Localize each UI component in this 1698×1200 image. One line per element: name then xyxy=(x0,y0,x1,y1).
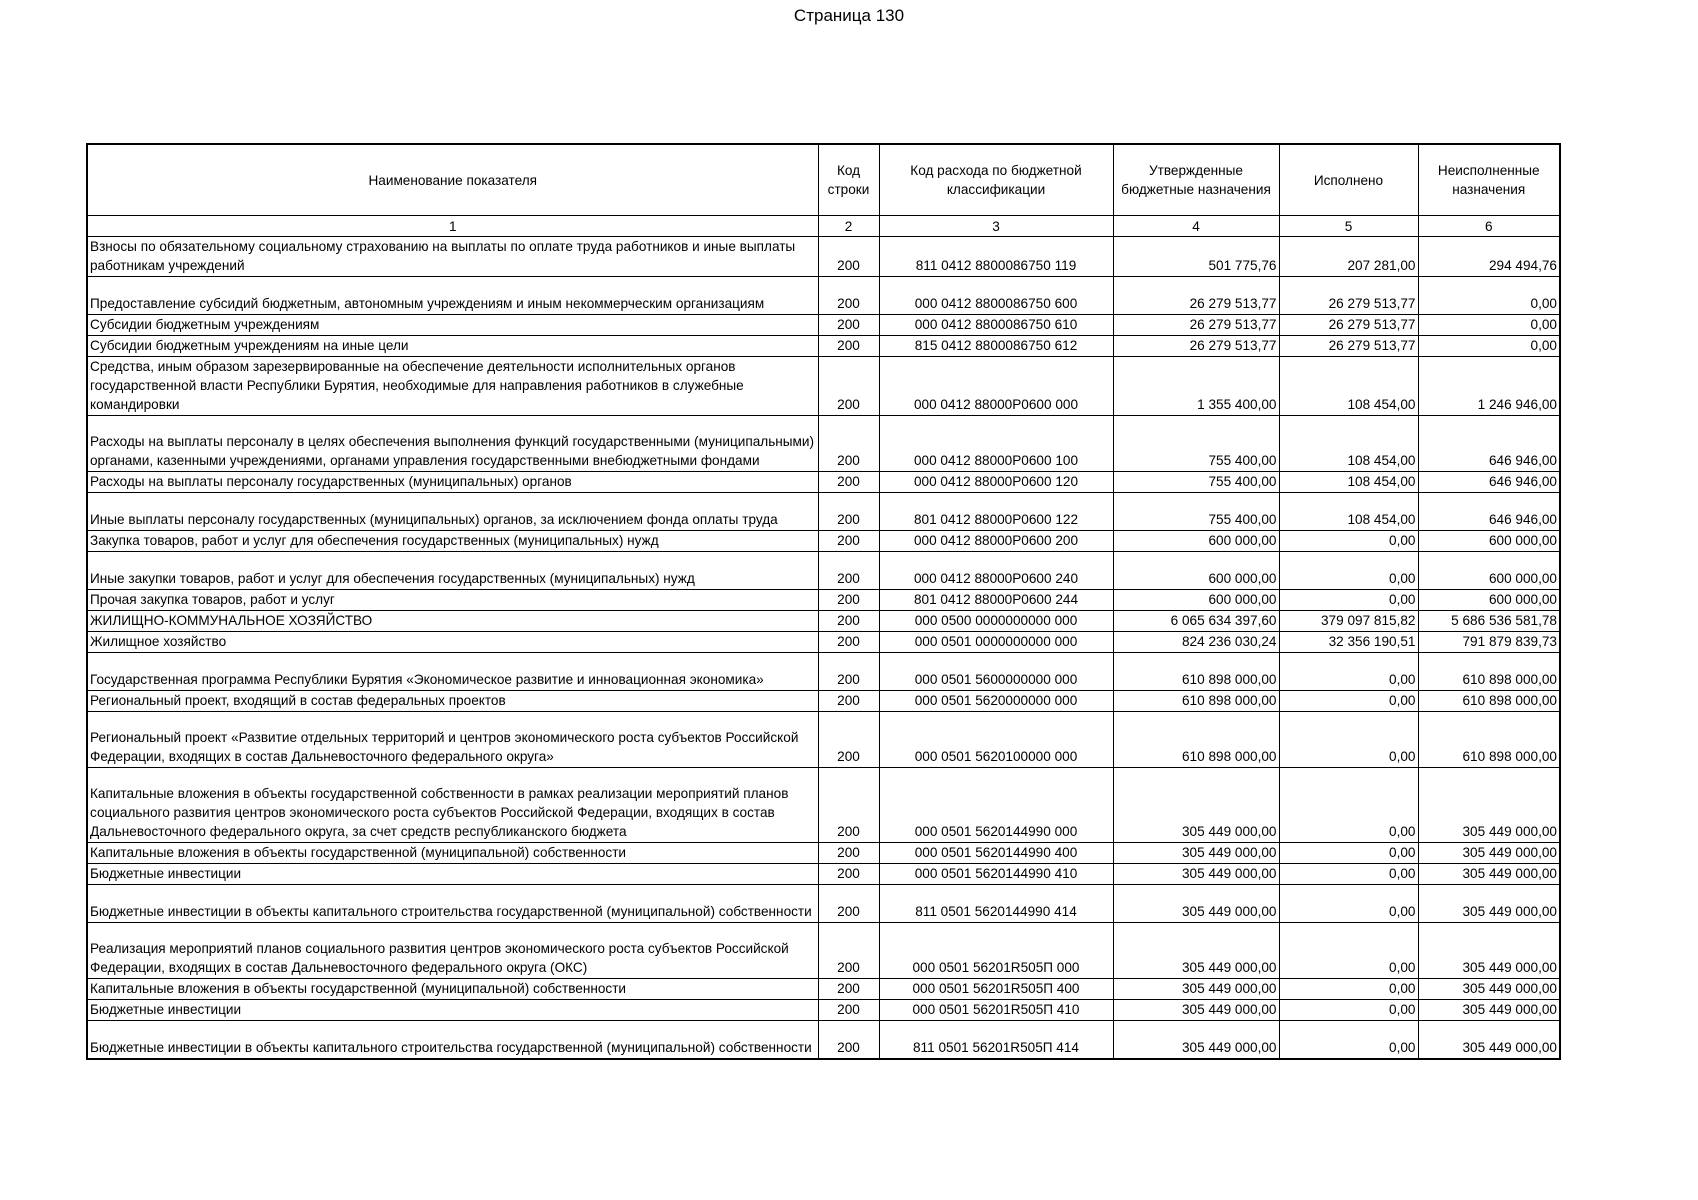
row-code-cell: 200 xyxy=(818,843,879,864)
table-row xyxy=(87,885,1560,923)
page-number-title: Страница 130 xyxy=(793,6,905,25)
header-unexecuted: Неисполненные назначения xyxy=(1418,144,1560,216)
expense-code-cell: 000 0501 5600000000 000 xyxy=(879,653,1113,691)
row-code-cell: 200 xyxy=(818,416,879,472)
unexecuted-amount-cell: 0,00 xyxy=(1418,336,1560,357)
expense-code-cell: 000 0501 5620144990 400 xyxy=(879,843,1113,864)
table-row xyxy=(87,611,1560,632)
executed-amount-cell: 0,00 xyxy=(1279,864,1418,885)
executed-amount-cell: 0,00 xyxy=(1279,843,1418,864)
table-row xyxy=(87,531,1560,552)
row-code-cell: 200 xyxy=(818,653,879,691)
table-row xyxy=(87,237,1560,277)
table-row xyxy=(87,472,1560,493)
indicator-name-cell: Капитальные вложения в объекты государственной (муниципальной) собственности xyxy=(87,979,818,1000)
unexecuted-amount-cell: 294 494,76 xyxy=(1418,237,1560,277)
header-row-code: Код строки xyxy=(818,144,879,216)
row-code-cell: 200 xyxy=(818,531,879,552)
approved-amount-cell: 6 065 634 397,60 xyxy=(1113,611,1279,632)
row-code-cell: 200 xyxy=(818,864,879,885)
row-code-cell: 200 xyxy=(818,712,879,768)
indicator-name-cell: Капитальные вложения в объекты государственной собственности в рамках реализации мероприятий планов социального развития центров экономического роста субъектов Российской Федерации, входящих в состав Дальневосточного федерального округа, за счет средств республиканского бюджета xyxy=(87,768,818,843)
indicator-name-cell: Иные закупки товаров, работ и услуг для обеспечения государственных (муниципальных) нужд xyxy=(87,552,818,590)
table-row xyxy=(87,712,1560,768)
unexecuted-amount-cell: 305 449 000,00 xyxy=(1418,843,1560,864)
expense-code-cell: 000 0501 56201R505П 410 xyxy=(879,1000,1113,1021)
executed-amount-cell: 0,00 xyxy=(1279,768,1418,843)
table-row xyxy=(87,979,1560,1000)
row-code-cell: 200 xyxy=(818,979,879,1000)
expense-code-cell: 000 0501 5620144990 000 xyxy=(879,768,1113,843)
executed-amount-cell: 0,00 xyxy=(1279,531,1418,552)
expense-code-cell: 801 0412 88000Р0600 122 xyxy=(879,493,1113,531)
unexecuted-amount-cell: 600 000,00 xyxy=(1418,590,1560,611)
approved-amount-cell: 305 449 000,00 xyxy=(1113,768,1279,843)
approved-amount-cell: 305 449 000,00 xyxy=(1113,979,1279,1000)
executed-amount-cell: 0,00 xyxy=(1279,653,1418,691)
expense-code-cell: 000 0412 88000Р0600 100 xyxy=(879,416,1113,472)
indicator-name-cell: Закупка товаров, работ и услуг для обеспечения государственных (муниципальных) нужд xyxy=(87,531,818,552)
unexecuted-amount-cell: 0,00 xyxy=(1418,277,1560,315)
expense-code-cell: 000 0412 88000Р0600 240 xyxy=(879,552,1113,590)
row-code-cell: 200 xyxy=(818,923,879,979)
column-number: 4 xyxy=(1113,216,1279,237)
expense-code-cell: 000 0501 5620144990 410 xyxy=(879,864,1113,885)
table-row xyxy=(87,843,1560,864)
executed-amount-cell: 0,00 xyxy=(1279,590,1418,611)
executed-amount-cell: 0,00 xyxy=(1279,691,1418,712)
executed-amount-cell: 26 279 513,77 xyxy=(1279,277,1418,315)
executed-amount-cell: 0,00 xyxy=(1279,885,1418,923)
header-row xyxy=(87,144,1560,216)
row-code-cell: 200 xyxy=(818,336,879,357)
table-row xyxy=(87,653,1560,691)
table-row xyxy=(87,768,1560,843)
unexecuted-amount-cell: 305 449 000,00 xyxy=(1418,768,1560,843)
budget-execution-table xyxy=(86,143,1561,1060)
table-row xyxy=(87,493,1560,531)
unexecuted-amount-cell: 610 898 000,00 xyxy=(1418,653,1560,691)
indicator-name-cell: Бюджетные инвестиции xyxy=(87,864,818,885)
expense-code-cell: 811 0412 8800086750 119 xyxy=(879,237,1113,277)
indicator-name-cell: Прочая закупка товаров, работ и услуг xyxy=(87,590,818,611)
table-row xyxy=(87,632,1560,653)
indicator-name-cell: Субсидии бюджетным учреждениям xyxy=(87,315,818,336)
executed-amount-cell: 26 279 513,77 xyxy=(1279,336,1418,357)
expense-code-cell: 811 0501 5620144990 414 xyxy=(879,885,1113,923)
unexecuted-amount-cell: 646 946,00 xyxy=(1418,493,1560,531)
approved-amount-cell: 824 236 030,24 xyxy=(1113,632,1279,653)
table-row xyxy=(87,691,1560,712)
unexecuted-amount-cell: 305 449 000,00 xyxy=(1418,1000,1560,1021)
row-code-cell: 200 xyxy=(818,237,879,277)
header-executed: Исполнено xyxy=(1279,144,1418,216)
row-code-cell: 200 xyxy=(818,357,879,416)
table-row xyxy=(87,1021,1560,1059)
table-body xyxy=(87,237,1560,1059)
row-code-cell: 200 xyxy=(818,552,879,590)
table-row xyxy=(87,552,1560,590)
column-number-row xyxy=(87,216,1560,237)
row-code-cell: 200 xyxy=(818,885,879,923)
table-row xyxy=(87,864,1560,885)
column-number: 2 xyxy=(818,216,879,237)
row-code-cell: 200 xyxy=(818,277,879,315)
approved-amount-cell: 26 279 513,77 xyxy=(1113,277,1279,315)
executed-amount-cell: 0,00 xyxy=(1279,712,1418,768)
indicator-name-cell: Реализация мероприятий планов социального развития центров экономического роста субъектов Российской Федерации, входящих в состав Дальневосточного федерального округа (ОКС) xyxy=(87,923,818,979)
approved-amount-cell: 305 449 000,00 xyxy=(1113,864,1279,885)
column-number: 1 xyxy=(87,216,818,237)
indicator-name-cell: Региональный проект «Развитие отдельных территорий и центров экономического роста субъектов Российской Федерации, входящих в состав Дальневосточного федерального округа» xyxy=(87,712,818,768)
table-row xyxy=(87,336,1560,357)
row-code-cell: 200 xyxy=(818,1000,879,1021)
unexecuted-amount-cell: 0,00 xyxy=(1418,315,1560,336)
table-row xyxy=(87,416,1560,472)
approved-amount-cell: 600 000,00 xyxy=(1113,531,1279,552)
expense-code-cell: 000 0412 88000Р0600 120 xyxy=(879,472,1113,493)
indicator-name-cell: Средства, иным образом зарезервированные на обеспечение деятельности исполнительных органов государственной власти Республики Бурятия, необходимые для направления работников в служебные командировки xyxy=(87,357,818,416)
unexecuted-amount-cell: 305 449 000,00 xyxy=(1418,923,1560,979)
header-indicator-name: Наименование показателя xyxy=(87,144,818,216)
row-code-cell: 200 xyxy=(818,472,879,493)
unexecuted-amount-cell: 646 946,00 xyxy=(1418,472,1560,493)
executed-amount-cell: 0,00 xyxy=(1279,552,1418,590)
table-row xyxy=(87,357,1560,416)
expense-code-cell: 000 0412 8800086750 600 xyxy=(879,277,1113,315)
expense-code-cell: 000 0500 0000000000 000 xyxy=(879,611,1113,632)
unexecuted-amount-cell: 600 000,00 xyxy=(1418,531,1560,552)
column-number: 6 xyxy=(1418,216,1560,237)
indicator-name-cell: Расходы на выплаты персоналу государственных (муниципальных) органов xyxy=(87,472,818,493)
executed-amount-cell: 207 281,00 xyxy=(1279,237,1418,277)
header-approved: Утвержденные бюджетные назначения xyxy=(1113,144,1279,216)
executed-amount-cell: 26 279 513,77 xyxy=(1279,315,1418,336)
expense-code-cell: 811 0501 56201R505П 414 xyxy=(879,1021,1113,1059)
expense-code-cell: 815 0412 8800086750 612 xyxy=(879,336,1113,357)
row-code-cell: 200 xyxy=(818,768,879,843)
executed-amount-cell: 32 356 190,51 xyxy=(1279,632,1418,653)
unexecuted-amount-cell: 305 449 000,00 xyxy=(1418,1021,1560,1059)
unexecuted-amount-cell: 305 449 000,00 xyxy=(1418,979,1560,1000)
executed-amount-cell: 108 454,00 xyxy=(1279,357,1418,416)
row-code-cell: 200 xyxy=(818,1021,879,1059)
approved-amount-cell: 610 898 000,00 xyxy=(1113,712,1279,768)
unexecuted-amount-cell: 791 879 839,73 xyxy=(1418,632,1560,653)
expense-code-cell: 000 0501 5620100000 000 xyxy=(879,712,1113,768)
unexecuted-amount-cell: 646 946,00 xyxy=(1418,416,1560,472)
approved-amount-cell: 305 449 000,00 xyxy=(1113,1021,1279,1059)
indicator-name-cell: Субсидии бюджетным учреждениям на иные цели xyxy=(87,336,818,357)
unexecuted-amount-cell: 1 246 946,00 xyxy=(1418,357,1560,416)
row-code-cell: 200 xyxy=(818,315,879,336)
column-number: 3 xyxy=(879,216,1113,237)
approved-amount-cell: 755 400,00 xyxy=(1113,416,1279,472)
indicator-name-cell: Бюджетные инвестиции в объекты капитального строительства государственной (муниципальной) собственности xyxy=(87,885,818,923)
indicator-name-cell: Жилищное хозяйство xyxy=(87,632,818,653)
table-header xyxy=(87,144,1560,216)
expense-code-cell: 000 0501 56201R505П 400 xyxy=(879,979,1113,1000)
executed-amount-cell: 0,00 xyxy=(1279,979,1418,1000)
approved-amount-cell: 755 400,00 xyxy=(1113,472,1279,493)
executed-amount-cell: 0,00 xyxy=(1279,923,1418,979)
indicator-name-cell: Предоставление субсидий бюджетным, автономным учреждениям и иным некоммерческим организациям xyxy=(87,277,818,315)
indicator-name-cell: Капитальные вложения в объекты государственной (муниципальной) собственности xyxy=(87,843,818,864)
approved-amount-cell: 610 898 000,00 xyxy=(1113,691,1279,712)
indicator-name-cell: Бюджетные инвестиции xyxy=(87,1000,818,1021)
indicator-name-cell: ЖИЛИЩНО-КОММУНАЛЬНОЕ ХОЗЯЙСТВО xyxy=(87,611,818,632)
unexecuted-amount-cell: 305 449 000,00 xyxy=(1418,864,1560,885)
approved-amount-cell: 755 400,00 xyxy=(1113,493,1279,531)
table-row xyxy=(87,590,1560,611)
row-code-cell: 200 xyxy=(818,493,879,531)
approved-amount-cell: 600 000,00 xyxy=(1113,552,1279,590)
executed-amount-cell: 0,00 xyxy=(1279,1021,1418,1059)
indicator-name-cell: Региональный проект, входящий в состав федеральных проектов xyxy=(87,691,818,712)
unexecuted-amount-cell: 5 686 536 581,78 xyxy=(1418,611,1560,632)
executed-amount-cell: 379 097 815,82 xyxy=(1279,611,1418,632)
executed-amount-cell: 108 454,00 xyxy=(1279,416,1418,472)
indicator-name-cell: Бюджетные инвестиции в объекты капитального строительства государственной (муниципальной) собственности xyxy=(87,1021,818,1059)
unexecuted-amount-cell: 610 898 000,00 xyxy=(1418,691,1560,712)
approved-amount-cell: 305 449 000,00 xyxy=(1113,843,1279,864)
expense-code-cell: 000 0501 5620000000 000 xyxy=(879,691,1113,712)
unexecuted-amount-cell: 600 000,00 xyxy=(1418,552,1560,590)
expense-code-cell: 000 0412 88000Р0600 200 xyxy=(879,531,1113,552)
unexecuted-amount-cell: 305 449 000,00 xyxy=(1418,885,1560,923)
row-code-cell: 200 xyxy=(818,691,879,712)
header-expense-code: Код расхода по бюджетной классификации xyxy=(879,144,1113,216)
row-code-cell: 200 xyxy=(818,632,879,653)
expense-code-cell: 000 0501 0000000000 000 xyxy=(879,632,1113,653)
approved-amount-cell: 1 355 400,00 xyxy=(1113,357,1279,416)
approved-amount-cell: 600 000,00 xyxy=(1113,590,1279,611)
approved-amount-cell: 26 279 513,77 xyxy=(1113,336,1279,357)
expense-code-cell: 000 0412 8800086750 610 xyxy=(879,315,1113,336)
table-row xyxy=(87,923,1560,979)
column-number: 5 xyxy=(1279,216,1418,237)
table-row xyxy=(87,315,1560,336)
table-row xyxy=(87,1000,1560,1021)
approved-amount-cell: 305 449 000,00 xyxy=(1113,885,1279,923)
approved-amount-cell: 305 449 000,00 xyxy=(1113,923,1279,979)
executed-amount-cell: 0,00 xyxy=(1279,1000,1418,1021)
executed-amount-cell: 108 454,00 xyxy=(1279,493,1418,531)
indicator-name-cell: Государственная программа Республики Бурятия «Экономическое развитие и инновационная экономика» xyxy=(87,653,818,691)
unexecuted-amount-cell: 610 898 000,00 xyxy=(1418,712,1560,768)
indicator-name-cell: Иные выплаты персоналу государственных (муниципальных) органов, за исключением фонда оплаты труда xyxy=(87,493,818,531)
expense-code-cell: 801 0412 88000Р0600 244 xyxy=(879,590,1113,611)
indicator-name-cell: Взносы по обязательному социальному страхованию на выплаты по оплате труда работников и иные выплаты работникам учреждений xyxy=(87,237,818,277)
row-code-cell: 200 xyxy=(818,590,879,611)
approved-amount-cell: 501 775,76 xyxy=(1113,237,1279,277)
row-code-cell: 200 xyxy=(818,611,879,632)
indicator-name-cell: Расходы на выплаты персоналу в целях обеспечения выполнения функций государственными (муниципальными) органами, казенными учреждениями, органами управления государственными внебюджетными фондами xyxy=(87,416,818,472)
expense-code-cell: 000 0501 56201R505П 000 xyxy=(879,923,1113,979)
expense-code-cell: 000 0412 88000Р0600 000 xyxy=(879,357,1113,416)
approved-amount-cell: 305 449 000,00 xyxy=(1113,1000,1279,1021)
table-row xyxy=(87,277,1560,315)
executed-amount-cell: 108 454,00 xyxy=(1279,472,1418,493)
approved-amount-cell: 26 279 513,77 xyxy=(1113,315,1279,336)
approved-amount-cell: 610 898 000,00 xyxy=(1113,653,1279,691)
